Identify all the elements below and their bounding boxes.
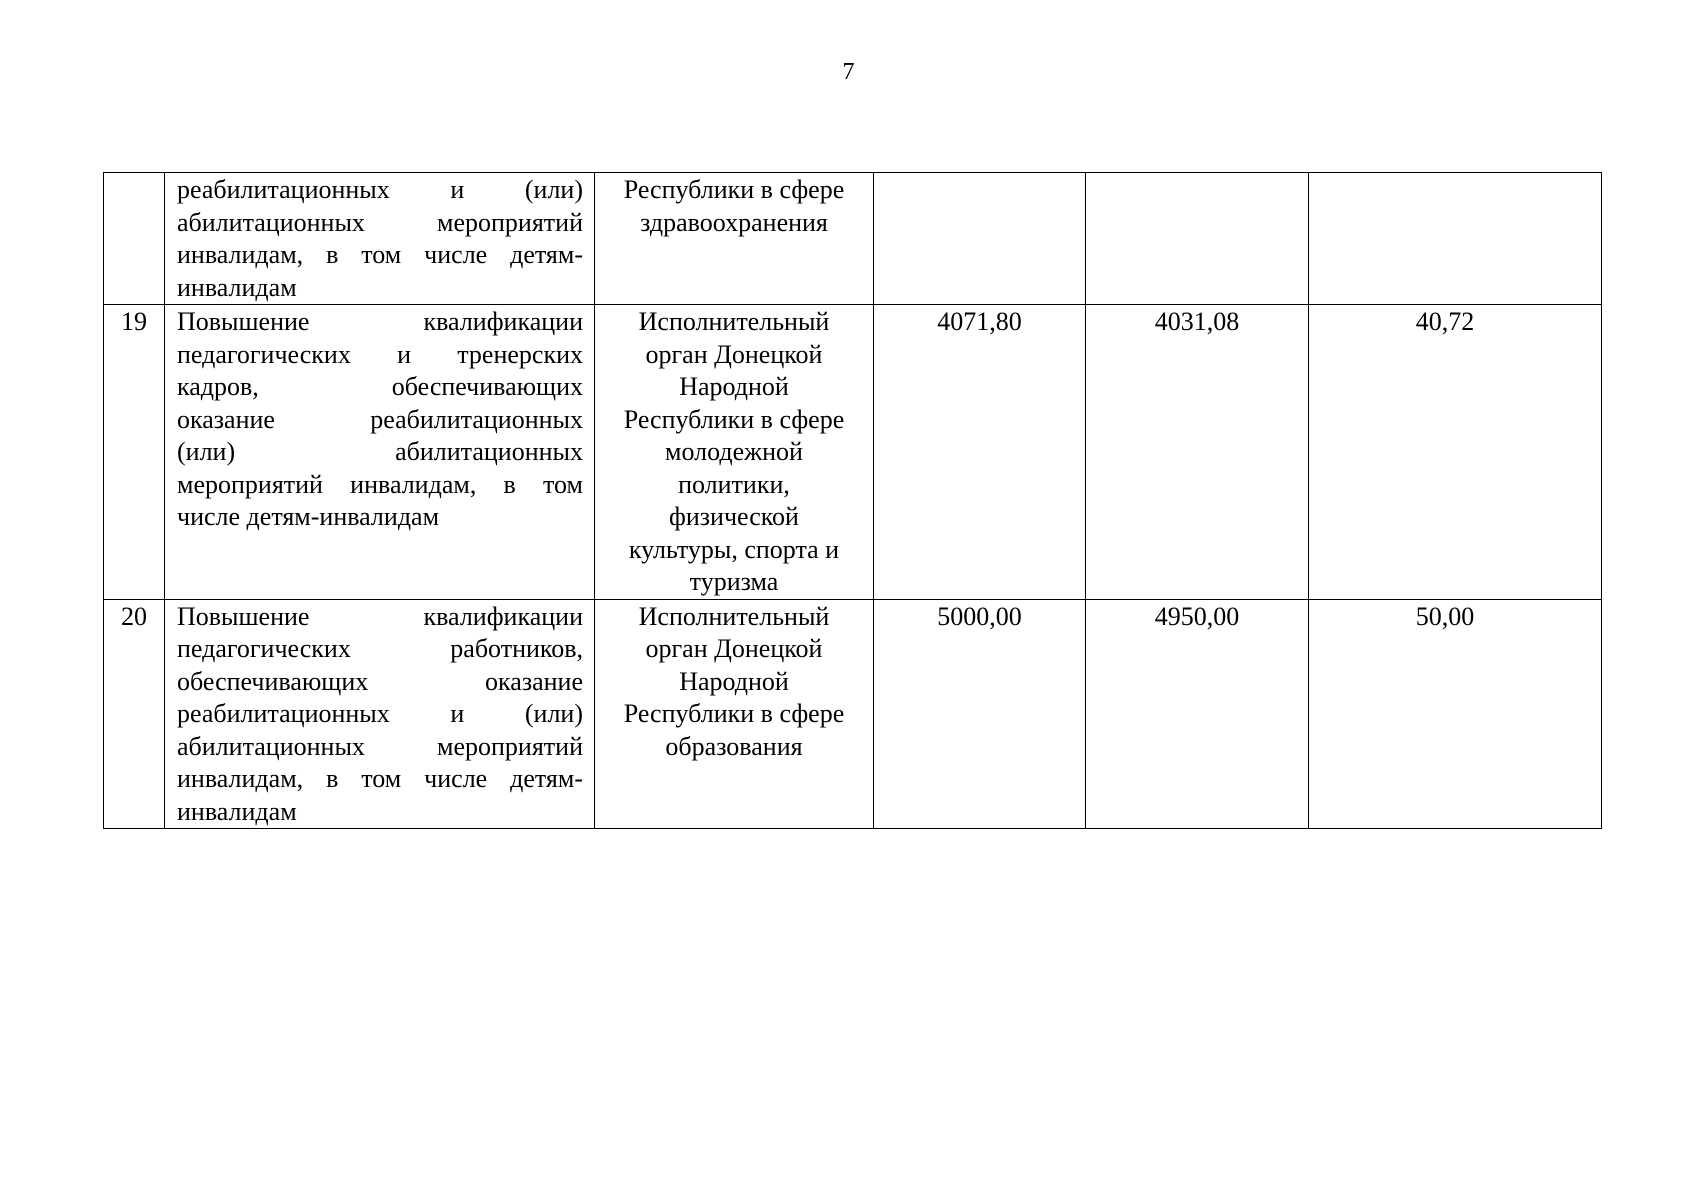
activity-name-line: Повышение квалификации bbox=[177, 601, 583, 631]
activity-name-line: абилитационных мероприятий bbox=[177, 731, 583, 761]
activity-name-line: реабилитационных и (или) bbox=[177, 175, 583, 204]
executor-line: образования bbox=[665, 731, 803, 761]
activity-name-line: реабилитационных и (или) bbox=[177, 699, 583, 728]
activity-name-line: инвалидам, в том числе детям- bbox=[177, 240, 583, 269]
executor-line: Народной bbox=[679, 372, 789, 401]
row-number-cell: 19 bbox=[104, 305, 165, 600]
activity-name-line: педагогических и тренерских bbox=[177, 339, 583, 369]
program-activities-table bbox=[103, 172, 1602, 829]
activity-name-line: (или) абилитационных bbox=[177, 437, 583, 466]
activity-name-line: Повышение квалификации bbox=[177, 307, 583, 336]
activity-name-line: числе детям-инвалидам bbox=[177, 502, 440, 531]
activity-name-line: педагогических работников, bbox=[177, 634, 583, 663]
executor-line: культуры, спорта и bbox=[628, 534, 840, 564]
table-row bbox=[104, 173, 1602, 305]
executor-line: молодежной bbox=[665, 437, 803, 466]
row-number-cell: 20 bbox=[104, 599, 165, 829]
executor-line: политики, bbox=[678, 469, 790, 499]
executor-line: физической bbox=[669, 502, 799, 531]
executor-cell bbox=[595, 305, 874, 600]
activity-name-line: обеспечивающих оказание bbox=[177, 666, 583, 696]
table-row bbox=[104, 599, 1602, 829]
value-2-cell: 4031,08 bbox=[1086, 305, 1309, 600]
activity-name-cell bbox=[165, 173, 595, 305]
executor-line: Исполнительный bbox=[638, 307, 830, 336]
activity-name-line: абилитационных мероприятий bbox=[177, 207, 583, 237]
row-number-cell bbox=[104, 173, 165, 305]
executor-line: Республики в сфере bbox=[623, 699, 845, 728]
value-2-cell bbox=[1086, 173, 1309, 305]
executor-line: Исполнительный bbox=[638, 601, 830, 631]
activity-name-line: мероприятий инвалидам, в том bbox=[177, 469, 583, 499]
activity-name-cell bbox=[165, 599, 595, 829]
value-1-cell bbox=[874, 173, 1086, 305]
executor-line: орган Донецкой bbox=[645, 634, 823, 663]
executor-line: здравоохранения bbox=[640, 207, 828, 237]
value-2-cell: 4950,00 bbox=[1086, 599, 1309, 829]
value-3-cell: 40,72 bbox=[1309, 305, 1602, 600]
value-1-cell: 5000,00 bbox=[874, 599, 1086, 829]
executor-cell bbox=[595, 173, 874, 305]
value-3-cell bbox=[1309, 173, 1602, 305]
activity-name-line: кадров, обеспечивающих bbox=[177, 372, 583, 401]
activity-name-line: инвалидам bbox=[177, 272, 297, 302]
executor-line: Республики в сфере bbox=[623, 175, 845, 204]
page-number: 7 bbox=[842, 59, 855, 85]
executor-line: Народной bbox=[679, 666, 789, 696]
activity-name-line: инвалидам bbox=[177, 796, 297, 826]
activity-name-line: инвалидам, в том числе детям- bbox=[177, 764, 583, 793]
activity-name-line: оказание реабилитационных bbox=[177, 404, 583, 434]
executor-cell bbox=[595, 599, 874, 829]
value-1-cell: 4071,80 bbox=[874, 305, 1086, 600]
executor-line: Республики в сфере bbox=[623, 404, 845, 434]
table-row bbox=[104, 305, 1602, 600]
activity-name-cell bbox=[165, 305, 595, 600]
executor-line: орган Донецкой bbox=[645, 339, 823, 369]
executor-line: туризма bbox=[689, 567, 779, 596]
value-3-cell: 50,00 bbox=[1309, 599, 1602, 829]
